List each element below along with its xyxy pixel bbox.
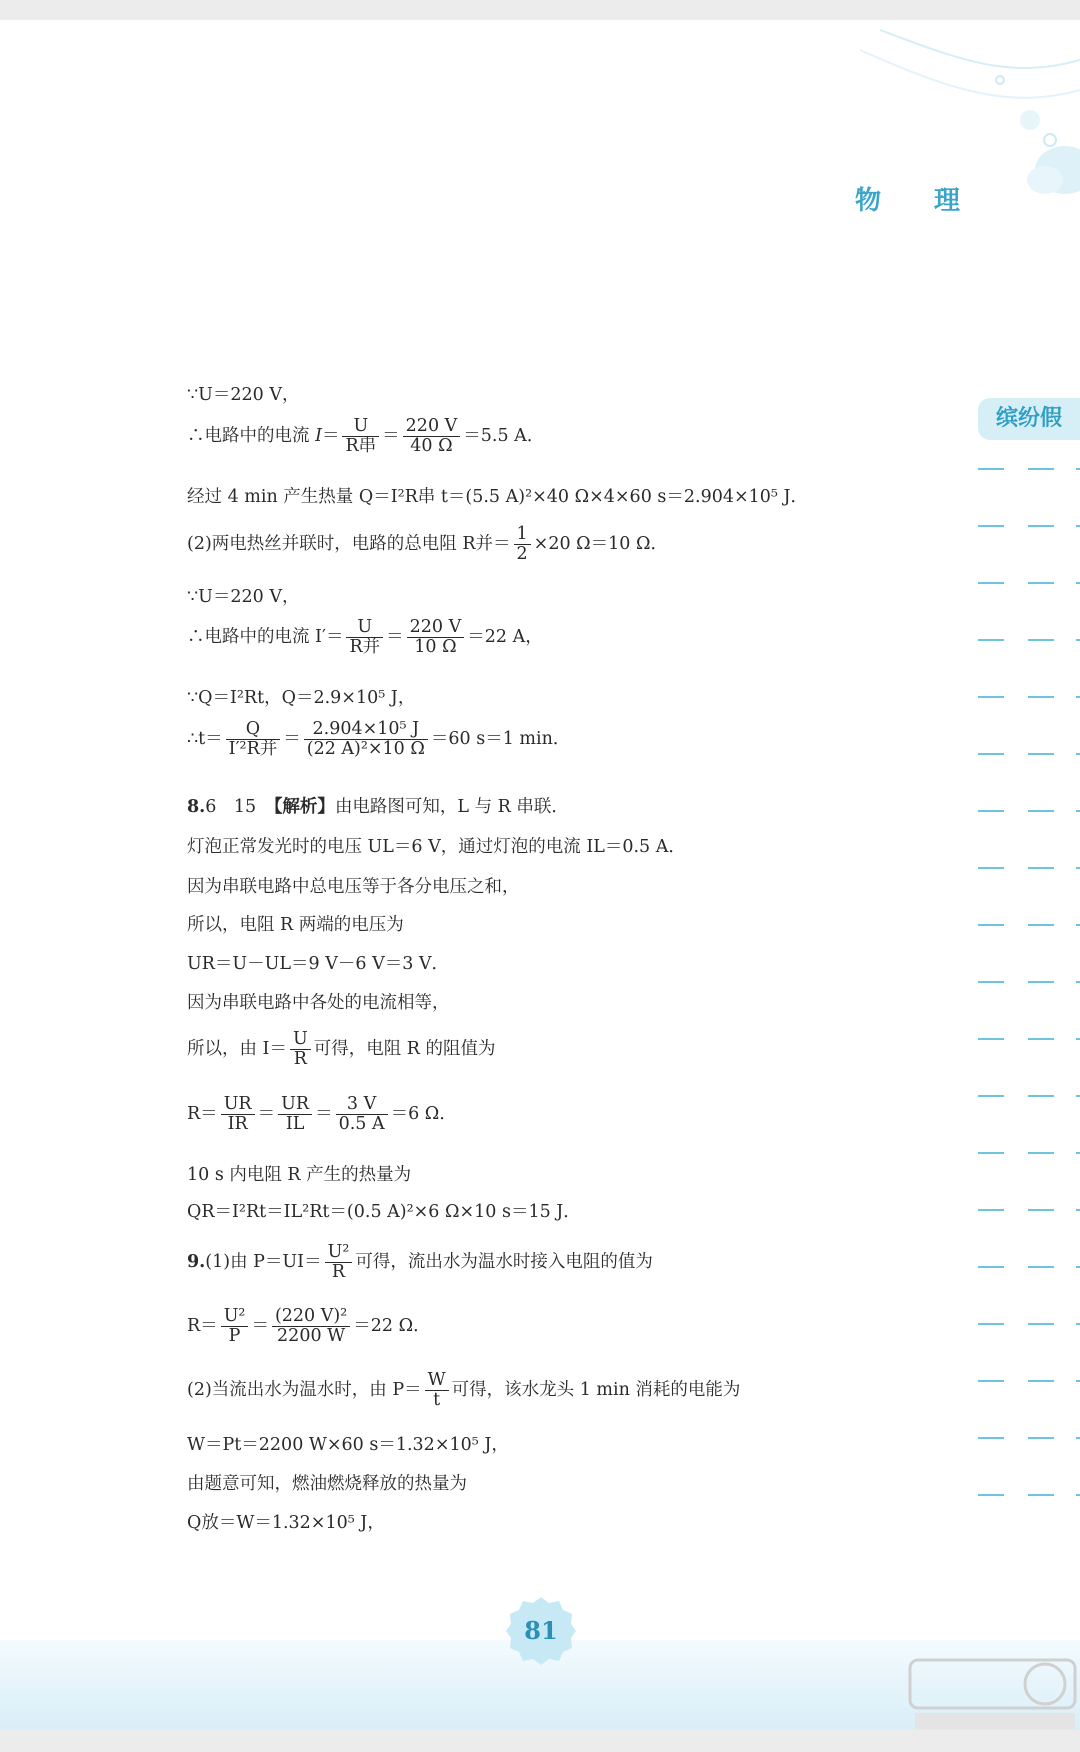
- line-2: ∴电路中的电流 I＝ $\frac{U}{\text{R串}}$ ＝ $\frac{220 V}{40 \Omega}$ ＝5.5 A．: [187, 416, 545, 456]
- fraction: $\frac{1}{2}$: [514, 525, 531, 564]
- line-15-text: 所以，由 I＝: [187, 1039, 287, 1059]
- line-7: ∵Q＝I²Rt，Q＝2.9×10⁵ J，: [187, 688, 416, 708]
- line-19-rest: 可得，流出水为温水时接入电阻的值为: [355, 1252, 653, 1272]
- line-8-text: ∴t＝: [187, 729, 223, 749]
- analysis-text: 由电路图可知，L 与 R 串联．: [334, 797, 569, 817]
- fraction: $\frac{\text{U²}}{R}$: [325, 1243, 353, 1282]
- line-4: [187, 525, 668, 564]
- fraction: $\frac{\text{2.904×10⁵ J}}{\text{(22 A)²×10 Ω}}$: [304, 720, 428, 759]
- line-11: 因为串联电路中总电压等于各分电压之和，: [187, 877, 520, 897]
- fraction: $\frac{U}{\text{R并}}$: [346, 618, 383, 657]
- line-8: ∴t＝ $\frac{Q}{\text{I′²R并}}$ ＝ $\frac{\text{2.904×10⁵ J}}{\text{(22 A)²×10 Ω}}$ ＝60 s＝1 min．: [187, 719, 571, 759]
- line-6-result: ＝22 A，: [467, 627, 543, 647]
- line-10: 灯泡正常发光时的电压 UL＝6 V，通过灯泡的电流 IL＝0.5 A．: [187, 837, 686, 857]
- page-number: 81: [524, 1616, 558, 1645]
- fraction: $\frac{U}{R}$: [290, 1030, 311, 1069]
- fraction: $\frac{U}{\text{R串}}$: [342, 417, 379, 456]
- line-4-result: ×20 Ω＝10 Ω．: [533, 534, 669, 554]
- line-2-result: ＝5.5 A．: [463, 426, 545, 446]
- watermark-logo: [905, 1655, 1080, 1735]
- line-3: 经过 4 min 产生热量 Q＝I²R串 t＝(5.5 A)²×40 Ω×4×60 s＝2.904×10⁵ J．: [187, 487, 808, 507]
- line-1: ∵U＝220 V，: [187, 385, 300, 405]
- line-24: Q放＝W＝1.32×10⁵ J，: [187, 1513, 385, 1533]
- line-22: W＝Pt＝2200 W×60 s＝1.32×10⁵ J，: [187, 1435, 509, 1455]
- line-20-result: ＝22 Ω．: [353, 1316, 431, 1336]
- line-6: ∴电路中的电流 I′＝ $\frac{U}{\text{R并}}$ ＝ $\frac{220 V}{10 \Omega}$ ＝22 A，: [187, 617, 543, 657]
- answer-values: 6 15: [205, 797, 257, 817]
- fraction: $\frac{\text{(220 V)²}}{2200 W}$: [272, 1307, 350, 1346]
- line-16: R＝ $\frac{UR}{IR}$ ＝ $\frac{UR}{IL}$ ＝ $\frac{3 V}{0.5 A}$ ＝6 Ω．: [187, 1094, 457, 1134]
- line-17: 10 s 内电阻 R 产生的热量为: [187, 1165, 412, 1185]
- line-15-rest: 可得，电阻 R 的阻值为: [313, 1039, 496, 1059]
- line-13: UR＝U－UL＝9 V－6 V＝3 V．: [187, 954, 450, 974]
- line-6-text: ∴电路中的电流 I′＝: [187, 627, 344, 647]
- line-21-text: (2)当流出水为温水时，由 P＝: [187, 1380, 422, 1400]
- line-18: QR＝I²Rt＝IL²Rt＝(0.5 A)²×6 Ω×10 s＝15 J．: [187, 1202, 581, 1222]
- fraction: $\frac{220 V}{10 \Omega}$: [407, 618, 465, 657]
- line-20: R＝ $\frac{\text{U²}}{P}$ ＝ $\frac{\text{(220 V)²}}{2200 W}$ ＝22 Ω．: [187, 1306, 431, 1346]
- line-16-result: ＝6 Ω．: [390, 1104, 457, 1124]
- side-tab: 缤纷假: [978, 398, 1080, 440]
- line-12: 所以，电阻 R 两端的电压为: [187, 915, 404, 935]
- line-21-rest: 可得，该水龙头 1 min 消耗的电能为: [451, 1380, 741, 1400]
- bottom-scan-margin: [0, 1730, 1080, 1752]
- line-21: [187, 1371, 740, 1410]
- top-scan-margin: [0, 0, 1080, 20]
- line-14: 因为串联电路中各处的电流相等，: [187, 993, 450, 1013]
- line-19: [187, 1243, 653, 1282]
- question-number: 9.: [187, 1252, 206, 1272]
- line-20-text: R＝: [187, 1316, 218, 1336]
- line-5: ∵U＝220 V，: [187, 587, 300, 607]
- line-15: [187, 1030, 496, 1069]
- line-23: 由题意可知，燃油燃烧释放的热量为: [187, 1474, 467, 1494]
- line-16-text: R＝: [187, 1104, 218, 1124]
- fraction: $\frac{UR}{IL}$: [278, 1095, 312, 1134]
- line-2-text: ∴电路中的电流: [187, 426, 316, 446]
- fraction: $\frac{\text{U²}}{P}$: [221, 1307, 249, 1346]
- fraction: $\frac{W}{t}$: [425, 1371, 449, 1410]
- question-number: 8.: [187, 797, 206, 817]
- subject-title: 物 理: [855, 186, 983, 216]
- line-9: [187, 795, 569, 819]
- fraction: $\frac{UR}{IR}$: [221, 1095, 255, 1134]
- analysis-tag: 【解析】: [273, 797, 335, 817]
- fraction: $\frac{220 V}{40 \Omega}$: [403, 417, 461, 456]
- fraction: $\frac{3 V}{0.5 A}$: [336, 1095, 388, 1134]
- line-8-result: ＝60 s＝1 min．: [430, 729, 571, 749]
- fraction: $\frac{Q}{\text{I′²R并}}$: [226, 720, 281, 759]
- line-19-text: (1)由 P＝UI＝: [205, 1252, 322, 1272]
- margin-dashes: [978, 468, 1080, 1551]
- line-4-text: (2)两电热丝并联时，电路的总电阻 R并＝: [187, 534, 511, 554]
